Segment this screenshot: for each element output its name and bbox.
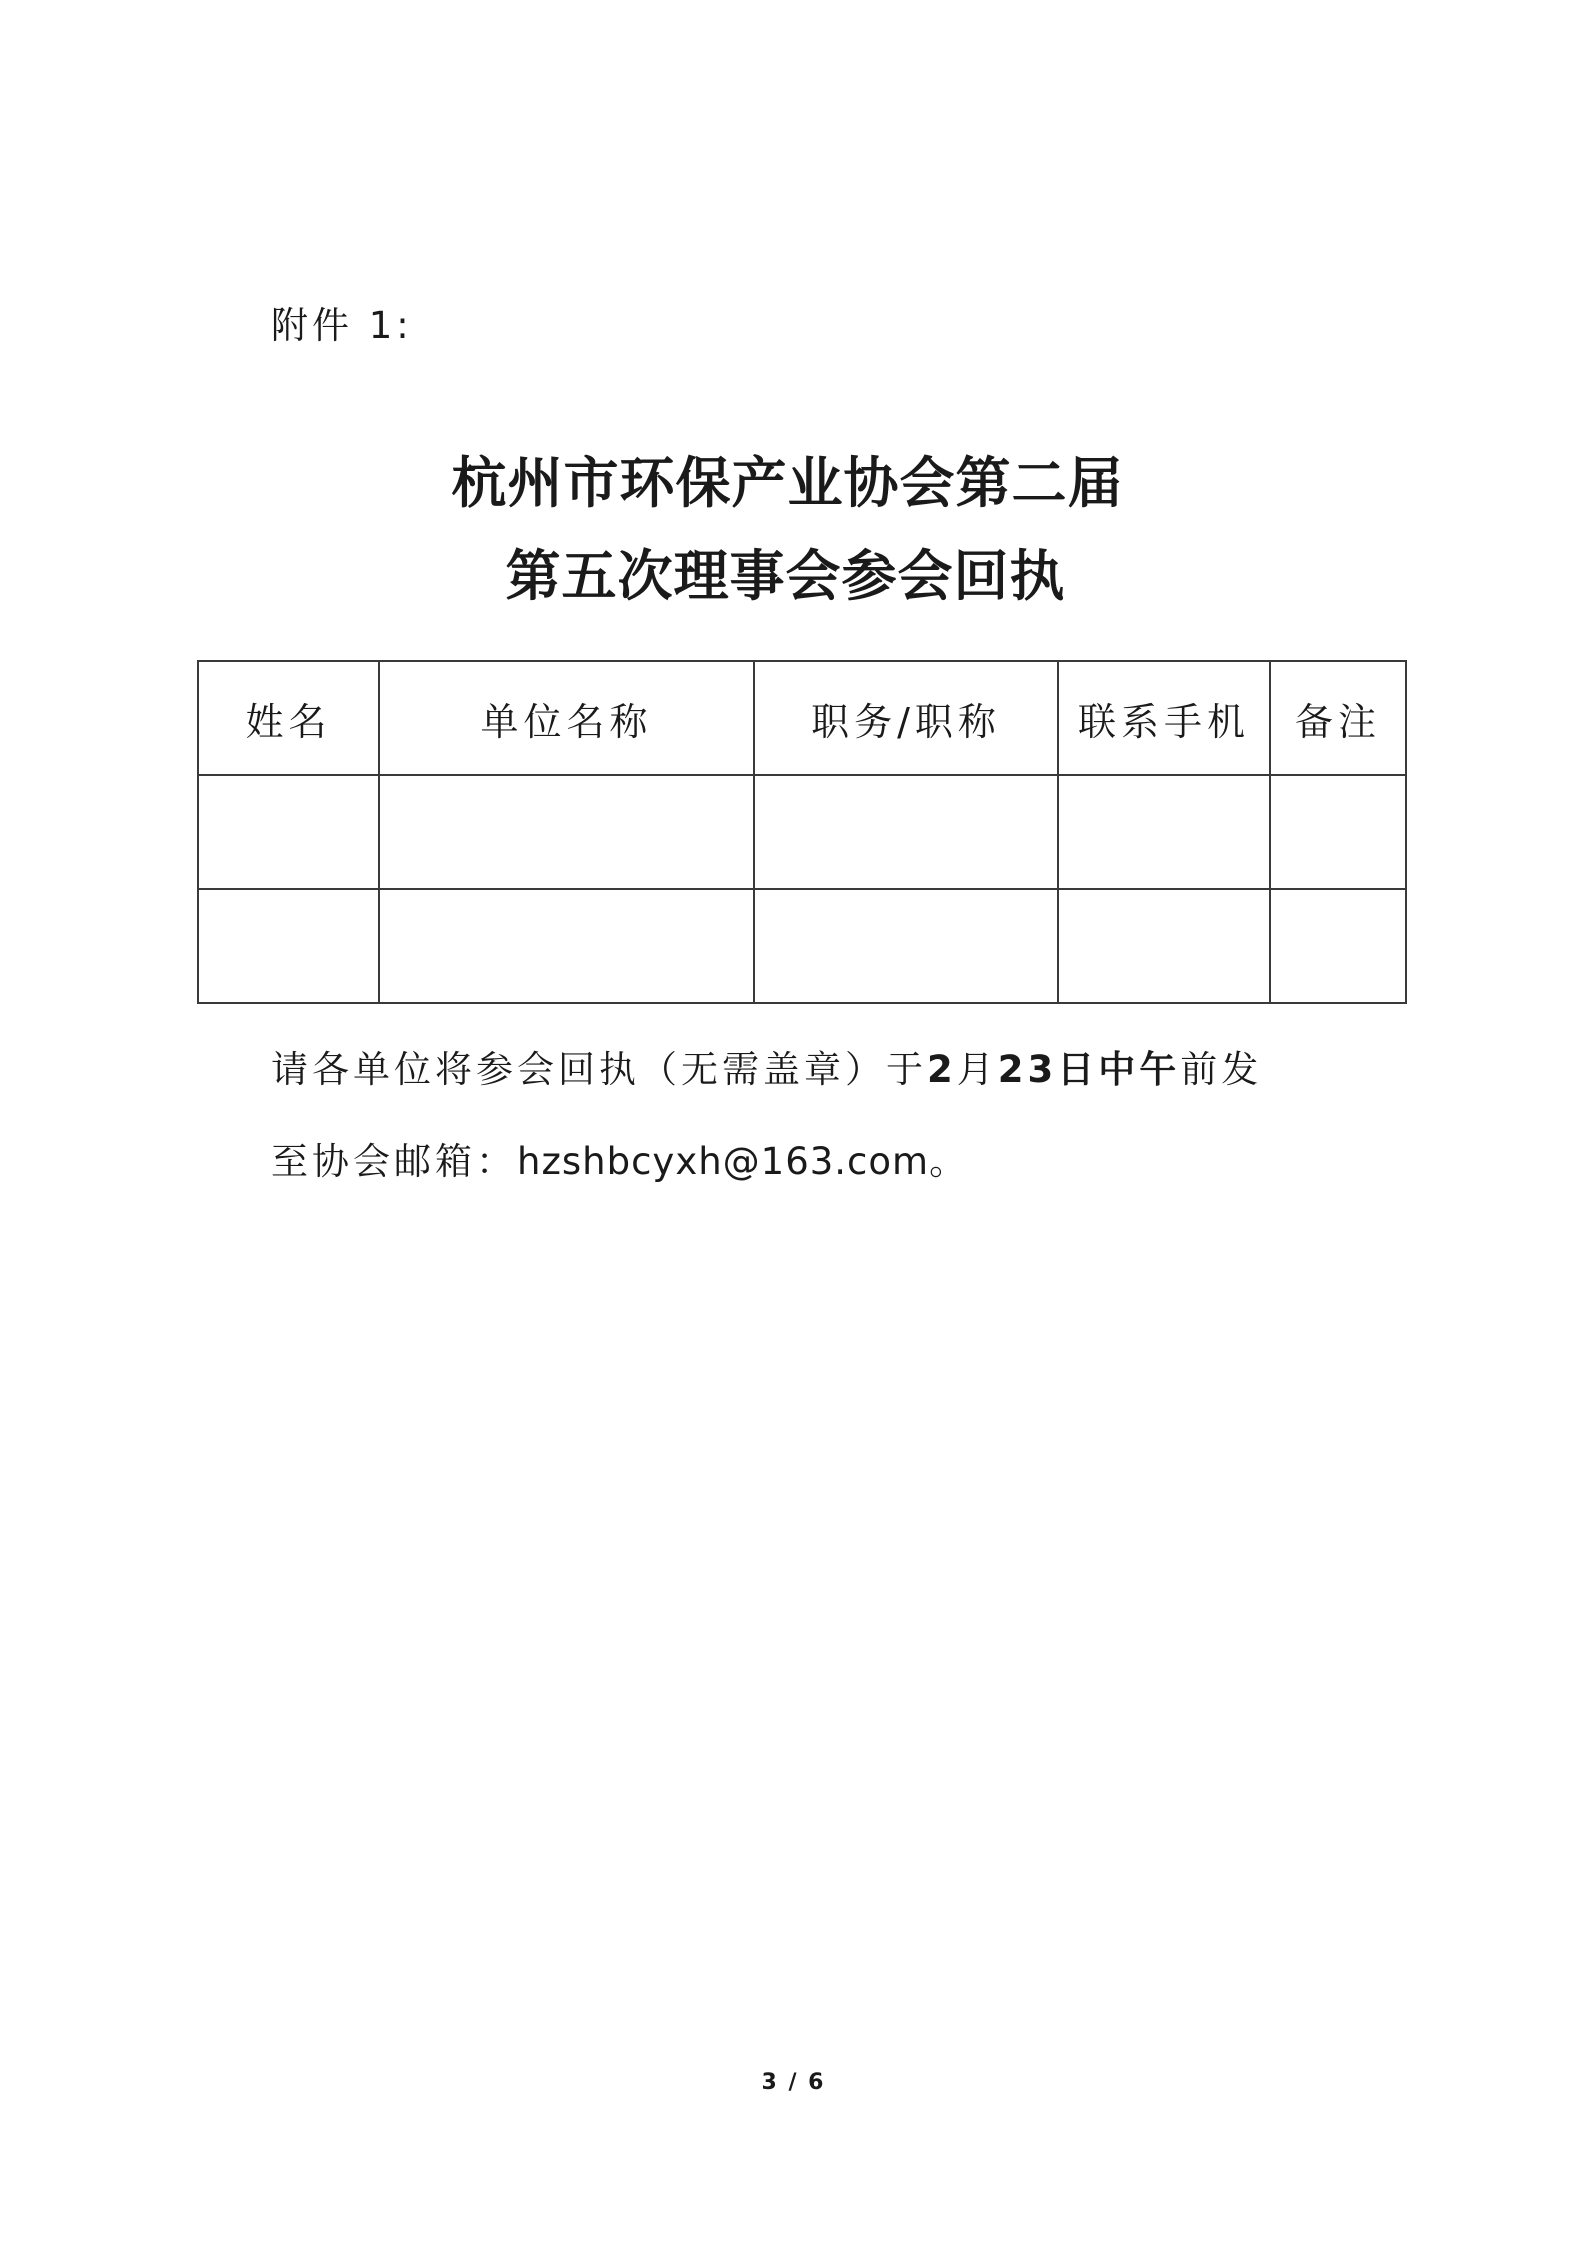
- title-line-1: 杭州市环保产业协会第二届: [451, 450, 1124, 515]
- note-date-month: 2: [927, 1048, 957, 1091]
- note-unit-month: 月: [956, 1048, 998, 1091]
- note-text-part1: 请各单位将参会回执（无需盖章）于: [271, 1048, 927, 1091]
- note-line-2: [271, 1116, 1262, 1208]
- page-number: 3 / 6: [761, 2070, 826, 2095]
- table-row: [198, 889, 1406, 1003]
- table-cell-position[interactable]: [754, 889, 1058, 1003]
- header-unit-name: 单位名称: [379, 661, 754, 775]
- header-remarks: 备注: [1270, 661, 1406, 775]
- note-text-part2: 前发: [1180, 1048, 1263, 1091]
- table-cell-phone[interactable]: [1058, 775, 1270, 889]
- submission-note: [271, 1024, 1262, 1208]
- note-email-suffix: 。: [929, 1140, 971, 1183]
- email-link[interactable]: hzshbcyxh@163.com: [517, 1140, 930, 1183]
- receipt-table: [197, 660, 1407, 1004]
- table-cell-remarks[interactable]: [1270, 889, 1406, 1003]
- table-cell-phone[interactable]: [1058, 889, 1270, 1003]
- attachment-label: 附件 1:: [271, 304, 413, 347]
- document-title: [0, 436, 1587, 622]
- table-cell-remarks[interactable]: [1270, 775, 1406, 889]
- note-date-day: 23: [997, 1048, 1058, 1091]
- table-row: [198, 775, 1406, 889]
- note-unit-day-noon: 日中午: [1057, 1048, 1181, 1091]
- table-cell-name[interactable]: [198, 889, 379, 1003]
- header-phone: 联系手机: [1058, 661, 1270, 775]
- table-cell-position[interactable]: [754, 775, 1058, 889]
- title-line-2: 第五次理事会参会回执: [505, 543, 1066, 608]
- table-cell-name[interactable]: [198, 775, 379, 889]
- header-name: 姓名: [198, 661, 379, 775]
- table-cell-unit-name[interactable]: [379, 775, 754, 889]
- note-email-prefix: 至协会邮箱：: [271, 1140, 517, 1183]
- table-header-row: [198, 661, 1406, 775]
- header-position: 职务/职称: [754, 661, 1058, 775]
- table-cell-unit-name[interactable]: [379, 889, 754, 1003]
